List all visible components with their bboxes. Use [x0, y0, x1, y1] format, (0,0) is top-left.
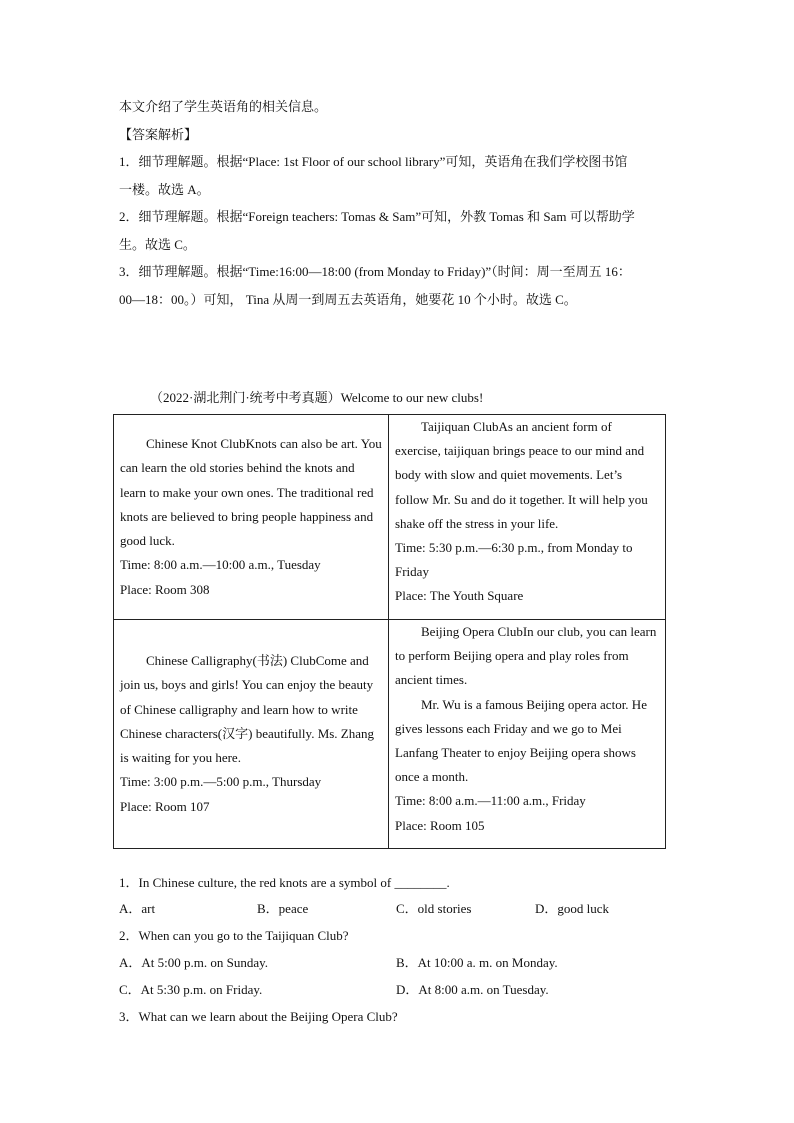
option-d: D．At 8:00 a.m. on Tuesday.	[396, 982, 549, 997]
club-place: Place: Room 105	[395, 817, 485, 833]
option-d: D．good luck	[535, 901, 610, 916]
club-description: Beijing Opera ClubIn our club, you can learn to perform Beijing opera and play roles from ancient times.	[395, 624, 657, 688]
analysis-line: 3．细节理解题。根据“Time:16:00—18:00 (from Monday to Friday)”（时间：周一至周五 16：	[119, 264, 631, 279]
club-description: Chinese Knot ClubKnots can also be art. You can learn the old stories behind the knots and learn to make your own ones. The traditional red knots are believed to bring people happiness and good luck.	[120, 436, 382, 549]
analysis-line: 2．细节理解题。根据“Foreign teachers: Tomas & Sam”可知，外教 Tomas 和 Sam 可以帮助学	[119, 209, 635, 224]
question-stem: 1．In Chinese culture, the red knots are a symbol of ________.	[119, 875, 450, 890]
passage-title: （2022·湖北荆门·统考中考真题）Welcome to our new clubs!	[150, 390, 484, 405]
analysis-line: 00—18：00。）可知， Tina 从周一到周五去英语角，她要花 10 个小时。故选 C。	[119, 291, 577, 307]
club-cell-beijing-opera	[389, 620, 666, 849]
option-c: C．old stories	[396, 901, 472, 916]
club-time: Time: 3:00 p.m.—5:00 p.m., Thursday	[120, 774, 322, 790]
club-time: Time: 8:00 a.m.—10:00 a.m., Tuesday	[120, 557, 321, 573]
question-stem: 3．What can we learn about the Beijing Opera Club?	[119, 1009, 398, 1024]
option-b: B．At 10:00 a. m. on Monday.	[396, 955, 558, 970]
analysis-line: 生。故选 C。	[119, 236, 196, 252]
club-description: Mr. Wu is a famous Beijing opera actor. He gives lessons each Friday and we go to Mei Lanfang Theater to enjoy Beijing opera shows once a month.	[395, 696, 647, 785]
option-b: B．peace	[257, 901, 309, 916]
club-cell-chinese-knot	[114, 415, 389, 620]
option-a: A．art	[119, 901, 156, 916]
club-place: Place: The Youth Square	[395, 588, 524, 604]
analysis-line: 1．细节理解题。根据“Place: 1st Floor of our school library”可知，英语角在我们学校图书馆	[119, 154, 628, 169]
analysis-line: 一楼。故选 A。	[119, 181, 210, 197]
club-description: Chinese Calligraphy(书法) ClubCome and join us, boys and girls! You can enjoy the beauty of Chinese calligraphy and learn how to write Chinese characters(汉字) beautifully. Ms. Zhang is waiting for you here.	[120, 653, 375, 766]
club-time: Time: 5:30 p.m.—6:30 p.m., from Monday to Friday	[395, 540, 633, 580]
summary-text: 本文介绍了学生英语角的相关信息。	[119, 99, 328, 114]
club-cell-taijiquan	[389, 415, 666, 620]
club-place: Place: Room 308	[120, 581, 210, 597]
analysis-heading: 【答案解析】	[119, 126, 198, 142]
option-a: A．At 5:00 p.m. on Sunday.	[119, 955, 269, 970]
club-description: Taijiquan ClubAs an ancient form of exercise, taijiquan brings peace to our mind and body with slow and quiet movements. Let’s follow Mr. Su and do it together. It will help you shake off the stress in your life.	[395, 419, 648, 531]
option-c: C．At 5:30 p.m. on Friday.	[119, 982, 263, 997]
club-cell-calligraphy	[114, 620, 389, 849]
question-stem: 2．When can you go to the Taijiquan Club?	[119, 928, 349, 943]
answer-analysis	[119, 93, 679, 313]
club-time: Time: 8:00 a.m.—11:00 a.m., Friday	[395, 793, 586, 809]
club-place: Place: Room 107	[120, 798, 210, 814]
clubs-table	[113, 414, 666, 849]
